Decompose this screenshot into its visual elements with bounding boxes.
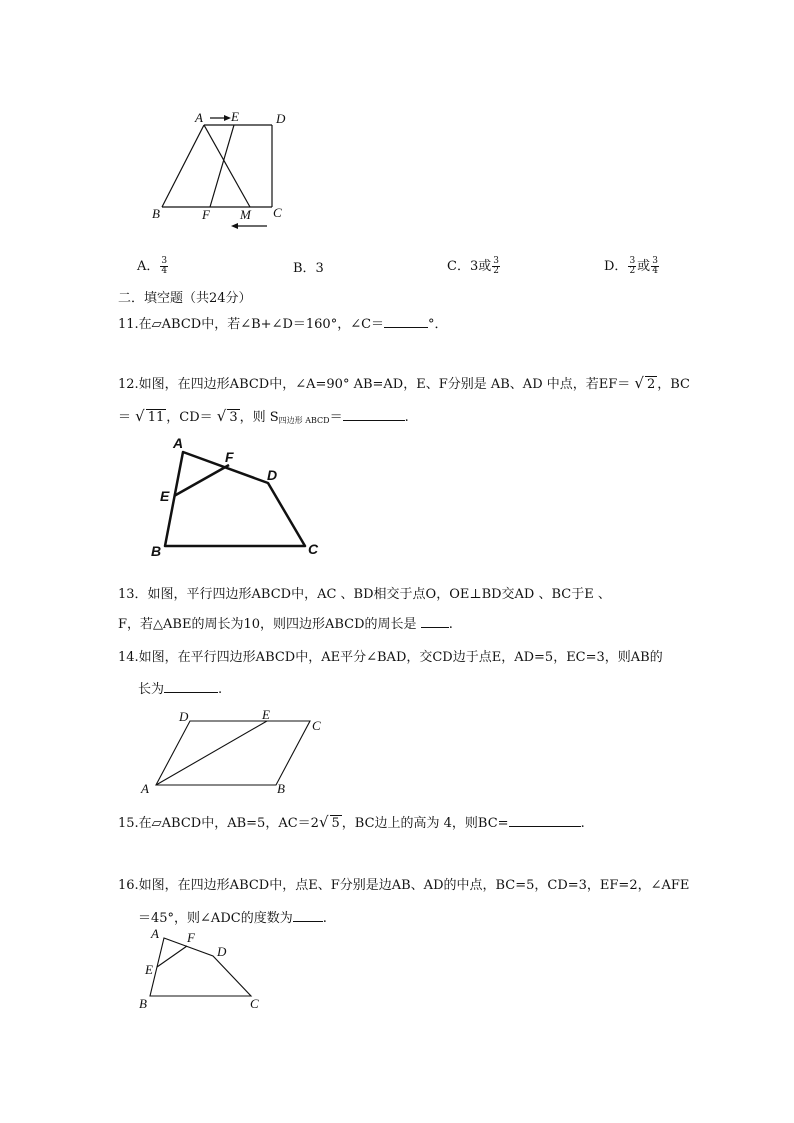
figure-q10: [145, 105, 295, 235]
question-11: 11.在▱ABCD中，若∠B+∠D＝160°，∠C＝ °．: [118, 317, 448, 332]
choice-a: A． $\frac{3}{4}$: [137, 256, 168, 276]
figure-q14: [138, 705, 338, 800]
question-12-line1: 12.如图，在四边形ABCD中，∠A=90° AB=AD，E、F分别是 AB、AD 中点，若EF＝ √ 2 ，BC: [118, 374, 690, 392]
choice-d: D． $\frac{3}{2}$ 或 $\frac{3}{4}$: [604, 256, 658, 276]
label-B: B: [151, 543, 162, 559]
answer-blank: [384, 315, 428, 328]
fraction: $\frac{3}{4}$: [652, 256, 658, 276]
question-15: 15.在▱ABCD中，AB=5，AC＝2√ 5 ，BC边上的高为 4，则BC= .: [118, 813, 585, 831]
question-14-line1: 14.如图，在平行四边形ABCD中，AE平分∠BAD，交CD边于点E，AD=5，EC=3，则AB的: [118, 650, 663, 665]
choice-b: B．3: [293, 261, 324, 276]
label-E: E: [231, 109, 239, 124]
question-12-line2: ＝ √ 11 ，CD＝ √ 3 ，则 $S_{四边形 ABCD}=$ .: [118, 407, 409, 425]
label-D: D: [276, 111, 286, 126]
label-D: D: [217, 944, 227, 959]
label-F: F: [225, 449, 234, 465]
label-A: A: [151, 926, 159, 941]
answer-blank: [293, 909, 323, 922]
label-B: B: [139, 996, 147, 1011]
label-D: D: [179, 709, 189, 724]
answer-blank: [509, 814, 581, 827]
label-B: B: [152, 206, 160, 221]
fraction: $\frac{3}{2}$: [493, 256, 499, 276]
fraction: $\frac{3}{4}$: [161, 256, 168, 276]
answer-blank: [421, 615, 449, 628]
label-F: F: [187, 930, 195, 945]
label-A: A: [141, 781, 149, 796]
label-E: E: [262, 707, 270, 722]
question-16-line2: ＝45°，则∠ADC的度数为 .: [138, 911, 327, 926]
label-F: F: [202, 207, 210, 222]
question-13-line1: 13．如图，平行四边形ABCD中，AC 、BD相交于点O，OE⊥BD交AD 、BC于E 、: [118, 587, 611, 602]
label-A: A: [195, 110, 203, 125]
label-E: E: [145, 962, 153, 977]
section-heading: 二．填空题（共24分）: [118, 291, 252, 306]
label-C: C: [250, 996, 259, 1011]
question-16-line1: 16.如图，在四边形ABCD中，点E、F分别是边AB、AD的中点，BC=5，CD=3，EF=2，∠AFE: [118, 878, 690, 893]
figure-q12: [145, 432, 335, 562]
label-C: C: [308, 541, 319, 557]
answer-blank: [164, 680, 218, 693]
label-C: C: [273, 205, 282, 220]
label-D: D: [267, 467, 278, 483]
label-A: A: [173, 435, 184, 451]
arrow-right-icon: [224, 115, 231, 121]
fraction: $\frac{3}{2}$: [629, 256, 636, 276]
label-B: B: [277, 781, 285, 796]
choice-c: C．3或 $\frac{3}{2}$: [447, 256, 499, 276]
question-13-line2: F，若△ABE的周长为10，则四边形ABCD的周长是 .: [118, 617, 453, 632]
answer-blank: [343, 408, 405, 421]
figure-q16: [135, 925, 270, 1015]
label-E: E: [160, 488, 170, 504]
arrow-left-icon: [231, 223, 238, 229]
question-14-line2: 长为 .: [138, 682, 223, 697]
label-C: C: [312, 718, 321, 733]
label-M: M: [240, 207, 251, 222]
